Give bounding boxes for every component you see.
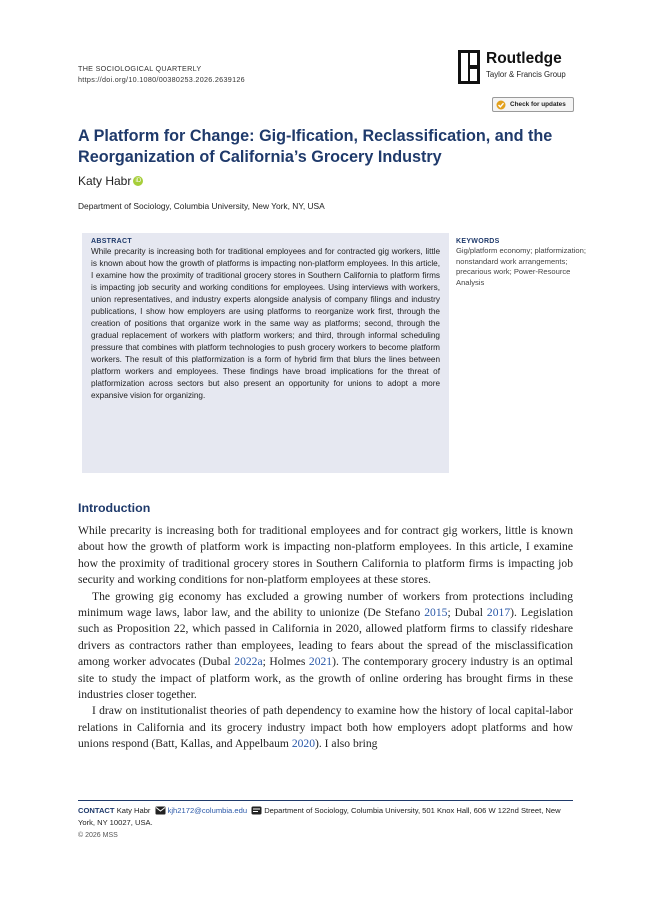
paragraph-3 xyxy=(78,703,573,752)
contact-name: Katy Habr xyxy=(116,806,151,815)
text-segment: ). The contemporary grocery industry is an optimal site to study the impact of platform work, as the growth of online ordering has brought firms in these industries closer together. xyxy=(78,655,573,702)
citation-link[interactable]: 2015 xyxy=(424,606,448,620)
text-segment: ). Legislation such as Proposition 22, which passed in California in 2020, allowed platform firms to classify rideshare drivers as contractors rather than employees, leading to fears about the spread of the misclassification among worker advocates (Dubal xyxy=(78,606,573,669)
check-updates-icon xyxy=(496,100,506,110)
citation-link[interactable]: 2022a xyxy=(234,655,263,669)
author-affiliation: Department of Sociology, Columbia University, New York, NY, USA xyxy=(78,201,325,211)
introduction-heading: Introduction xyxy=(78,501,151,515)
check-updates-label: Check for updates xyxy=(510,101,566,108)
author-line xyxy=(78,174,143,188)
abstract-box xyxy=(82,233,449,473)
doi-link[interactable]: https://doi.org/10.1080/00380253.2026.2639126 xyxy=(78,75,245,84)
introduction-body xyxy=(78,523,573,753)
footer-divider xyxy=(78,800,573,801)
keywords-text: Gig/platform economy; platformization; nonstandard work arrangements; precarious work; Power-Resource Analysis xyxy=(456,246,586,287)
contact-address: Department of Sociology, Columbia University, 501 Knox Hall, 606 W 122nd Street, New York, NY 10027, USA. xyxy=(78,806,561,827)
copyright-notice: © 2026 MSS xyxy=(78,832,118,839)
email-icon xyxy=(155,806,166,815)
check-updates-button[interactable] xyxy=(492,97,574,112)
text-segment: ; Holmes xyxy=(262,655,309,669)
journal-name: THE SOCIOLOGICAL QUARTERLY xyxy=(78,64,202,73)
paragraph-1: While precarity is increasing both for traditional employees and for contract gig workers, little is known about how the growth of platform work is impacting non-platform employees. In this article, I examine how the proximity of traditional grocery stores in Southern California to platform firms is impacting job security and working conditions for non-platform employees at these stores. xyxy=(78,524,573,587)
keywords-block xyxy=(456,238,586,288)
article-title: A Platform for Change: Gig-Ification, Reclassification, and the Reorganization of California’s Grocery Industry xyxy=(78,127,553,166)
text-segment: I draw on institutionalist theories of path dependency to examine how the history of local capital-labor relations in California and its grocery industry impact both how employers adopt platforms and how unions respond (Batt, Kallas, and Appelbaum xyxy=(78,704,573,751)
paragraph-2 xyxy=(78,589,573,704)
routledge-logo-icon xyxy=(458,50,480,84)
text-segment: The growing gig economy has excluded a growing number of workers from protections including minimum wage laws, labor law, and the ability to unionize (De Stefano xyxy=(78,589,573,620)
publisher-logo xyxy=(458,50,576,86)
citation-link[interactable]: 2017 xyxy=(486,606,511,620)
citation-link[interactable]: 2021 xyxy=(308,655,333,669)
abstract-text: While precarity is increasing both for traditional employees and for contracted gig workers, little is known about how the growth of platforms is impacting non-platform employees. In this article, I examine how the proximity of traditional grocery stores in Southern California to platform firms is impacting job security and working conditions for employees. Using interviews with workers, union representatives, and industry experts alongside analysis of company filings and industry publications, I show how employers are using platforms to reorganize work first, through the creation of positions that organize work in the same way as platforms; second, through the gradual replacement of workers with platform workers; and third, through informal scheduling pressure that combines with platform technologies to push grocery workers to become platform workers. The result of this platformization is a form of hybrid firm that blurs the lines between platform workers and employees. These findings have broad implications for the threat of platformization across sectors but also present an opportunity for unions to adopt a more expansive vision for organizing. xyxy=(91,247,440,400)
abstract-heading: ABSTRACT xyxy=(91,238,132,245)
orcid-icon[interactable]: iD xyxy=(133,176,143,186)
text-segment: ). I also bring xyxy=(315,737,378,751)
contact-footer xyxy=(78,805,573,829)
keywords-heading: KEYWORDS xyxy=(456,238,500,245)
journal-header xyxy=(78,63,245,85)
contact-email[interactable]: kjh2172@columbia.edu xyxy=(167,806,248,815)
address-icon xyxy=(251,806,262,815)
publisher-tagline: Taylor & Francis Group xyxy=(486,70,566,79)
citation-link[interactable]: 2020 xyxy=(291,737,315,751)
contact-label: CONTACT xyxy=(78,806,115,815)
publisher-name: Routledge xyxy=(486,50,562,67)
text-segment: ; Dubal xyxy=(447,606,487,620)
author-name[interactable]: Katy Habr xyxy=(78,174,132,188)
